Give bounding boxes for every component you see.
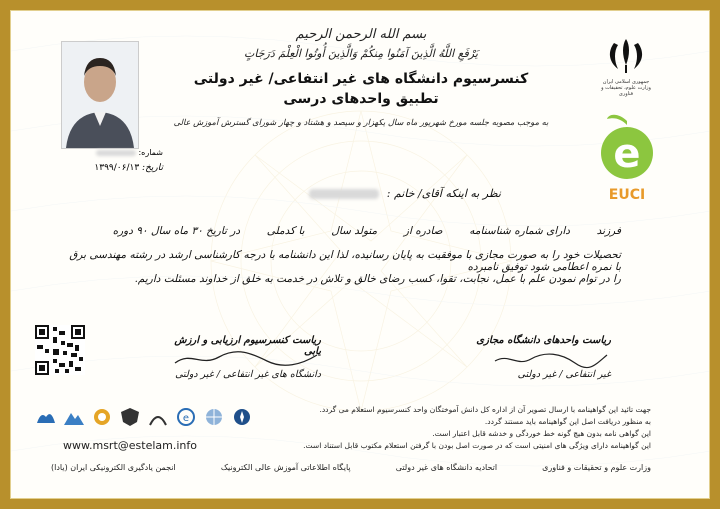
euci-label: EUCI — [608, 187, 646, 203]
qr-code — [35, 325, 85, 375]
qr-code-icon — [35, 325, 85, 375]
notes-list — [281, 405, 651, 450]
euci-apple-icon — [599, 107, 655, 187]
mountain-logo-icon — [63, 407, 85, 427]
basmala: بسم الله الرحمن الرحیم — [295, 27, 427, 42]
ministry-emblem — [596, 35, 656, 97]
signature-right-sub: غیر انتفاعی / غیر دولتی — [517, 369, 611, 380]
signature-right-scribble — [491, 351, 611, 369]
footer-orgs — [51, 463, 651, 472]
note-item: این گواهینامه دارای ویژگی های امنیتی است که در صورت اصل بودن با گرفتن استعلام مکتوب قابل استناد است. — [303, 441, 651, 450]
note-item: به منظور دریافت اصل این گواهینامه باید مستند گردد. — [484, 417, 651, 426]
date-row — [63, 163, 163, 173]
note-item: این گواهی نامه بدون هیچ گونه خط خوردگی و خدشه قابل اعتبار است. — [432, 429, 651, 438]
ministry-text-1: جمهوری اسلامی ایران — [602, 79, 650, 85]
torch-logo-icon — [231, 407, 253, 427]
arch-logo-icon — [147, 407, 169, 427]
certificate-sheet — [10, 10, 710, 499]
decree-text: به موجب مصوبه جلسه مورخ شهریور ماه سال یکهزار و سیصد و هشتاد و چهار شورای گسترش آموزش عالی — [173, 117, 549, 127]
body-line-3: را در توام نمودن علم با عمل، نجابت، تقوا، کسب رضای خالق و تلاش در خدمت به خلق از خداوند مسئلت داریم. — [134, 273, 621, 285]
gear-logo-icon — [91, 407, 113, 427]
attention-text: نظر به اینکه آقای/ خانم : — [386, 187, 501, 200]
signature-right-title: ریاست واحدهای دانشگاه مجازی — [476, 335, 611, 346]
website-link[interactable]: www.msrt@estelam.info — [63, 439, 197, 452]
yada-logo-icon — [35, 407, 57, 427]
svg-text:e: e — [182, 413, 190, 424]
attention-line — [271, 187, 501, 200]
date-value: ۱۳۹۹/۰۶/۱۳ — [94, 163, 140, 173]
body-line-2: تحصیلات خود را به صورت مجازی با موفقیت به پایان رسانیده، لذا این دانشنامه با درجه کارشناسی ارشد در رشته مهندسی برق با نمره اعطامی شود توفیق نامبرده — [69, 249, 621, 273]
note-item: جهت تائید این گواهینامه با ارسال تصویر آن از اداره کل دانش آموختگان واحد کنسرسیوم استعلام می گردد. — [319, 405, 651, 414]
signature-left-sub: دانشگاه های غیر انتفاعی / غیر دولتی — [175, 369, 321, 380]
footer-org-elearning: انجمن یادگیری الکترونیکی ایران (یادا) — [51, 463, 176, 472]
e-circle-logo-icon — [175, 407, 197, 427]
signature-left-title: ریاست کنسرسیوم ارزیابی و ارزش یابی — [174, 335, 321, 357]
student-photo — [61, 41, 139, 149]
footer-org-union: اتحادیه دانشگاه های غیر دولتی — [395, 463, 498, 472]
ministry-text-2: وزارت علوم، تحقیقات و فناوری — [601, 85, 651, 97]
iran-emblem-icon — [596, 35, 656, 75]
footer-org-ministry: وزارت علوم و تحقیقات و فناوری — [542, 463, 651, 472]
title-course-matching: تطبیق واحدهای درسی — [283, 91, 439, 107]
portrait-icon — [62, 42, 138, 148]
number-row — [63, 148, 163, 157]
quran-verse: يَرْفَعِ اللَّهُ الَّذِينَ آمَنُوا مِنكُمْ وَالَّذِينَ أُوتُوا الْعِلْمَ دَرَجَاتٍ — [244, 47, 478, 60]
title-consortium: کنسرسیوم دانشگاه های غیر انتفاعی/ غیر دولتی — [193, 71, 529, 87]
body-line-1: فرزند دارای شماره شناسنامه صادره از متولد سال با کدملی در تاریخ ۳۰ ماه سال ۹۰ دوره — [112, 225, 621, 237]
signature-left-scribble — [171, 349, 321, 369]
partner-logos — [35, 405, 257, 429]
globe-logo-icon — [203, 407, 225, 427]
date-label: تاریخ: — [142, 163, 163, 173]
footer-org-database: پایگاه اطلاعاتی آموزش عالی الکترونیک — [220, 463, 351, 472]
number-label: شماره: — [138, 148, 163, 157]
euci-letter: e — [613, 131, 641, 177]
euci-logo — [599, 107, 655, 201]
shield-logo-icon — [119, 407, 141, 427]
